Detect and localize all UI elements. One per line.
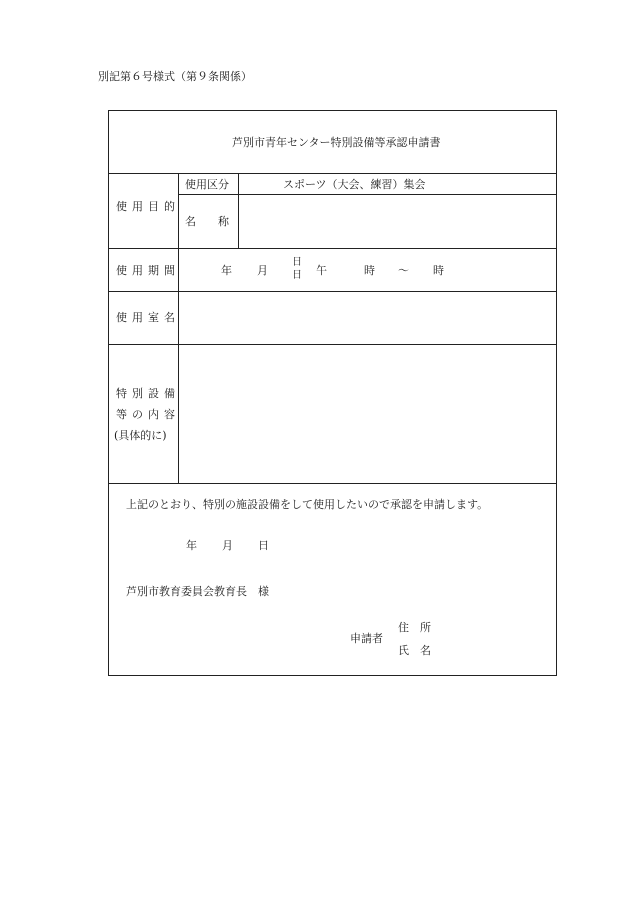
period-year: 年 bbox=[221, 264, 232, 277]
equipment-label-line1: 特別設備 bbox=[116, 387, 180, 400]
period-tilde: ～ bbox=[398, 264, 409, 277]
event-name-field[interactable] bbox=[240, 196, 555, 246]
room-label: 使用室名 bbox=[116, 311, 180, 324]
equipment-label-line3: (具体的に) bbox=[114, 429, 167, 442]
category-label: 使用区分 bbox=[185, 178, 229, 191]
purpose-label: 使用目的 bbox=[116, 200, 180, 213]
period-hour-start: 時 bbox=[364, 264, 375, 277]
row-divider-room bbox=[108, 344, 557, 345]
period-hour-end: 時 bbox=[433, 264, 444, 277]
applicant-label: 申請者 bbox=[350, 632, 383, 645]
address-label: 住 所 bbox=[398, 621, 431, 634]
declaration-day: 日 bbox=[258, 539, 269, 552]
row-divider-category bbox=[178, 194, 557, 195]
period-day-bottom: 日 bbox=[292, 270, 302, 281]
room-field[interactable] bbox=[180, 293, 555, 343]
event-name-label: 名 称 bbox=[185, 215, 229, 228]
row-divider-period bbox=[108, 291, 557, 292]
period-month: 月 bbox=[257, 264, 268, 277]
period-ampm: 午 bbox=[316, 264, 327, 277]
name-label: 氏 名 bbox=[398, 644, 431, 657]
addressee: 芦別市教育委員会教育長 様 bbox=[126, 585, 269, 598]
equipment-details-field[interactable] bbox=[180, 346, 555, 482]
period-day-top: 日 bbox=[292, 257, 302, 268]
row-divider-title bbox=[108, 173, 557, 174]
col-divider-category bbox=[238, 173, 239, 248]
form-number: 別記第６号様式（第９条関係） bbox=[98, 70, 252, 83]
form-title: 芦別市青年センター特別設備等承認申請書 bbox=[232, 136, 441, 149]
category-value: スポーツ（大会、練習）集会 bbox=[283, 178, 426, 191]
row-divider-purpose bbox=[108, 248, 557, 249]
declaration-year: 年 bbox=[186, 539, 197, 552]
equipment-label-line2: 等の内容 bbox=[116, 408, 180, 421]
declaration-month: 月 bbox=[222, 539, 233, 552]
declaration-statement: 上記のとおり、特別の施設設備をして使用したいので承認を申請します。 bbox=[126, 498, 489, 511]
row-divider-equipment bbox=[108, 483, 557, 484]
period-label: 使用期間 bbox=[116, 264, 180, 277]
col-divider-label bbox=[178, 173, 179, 483]
